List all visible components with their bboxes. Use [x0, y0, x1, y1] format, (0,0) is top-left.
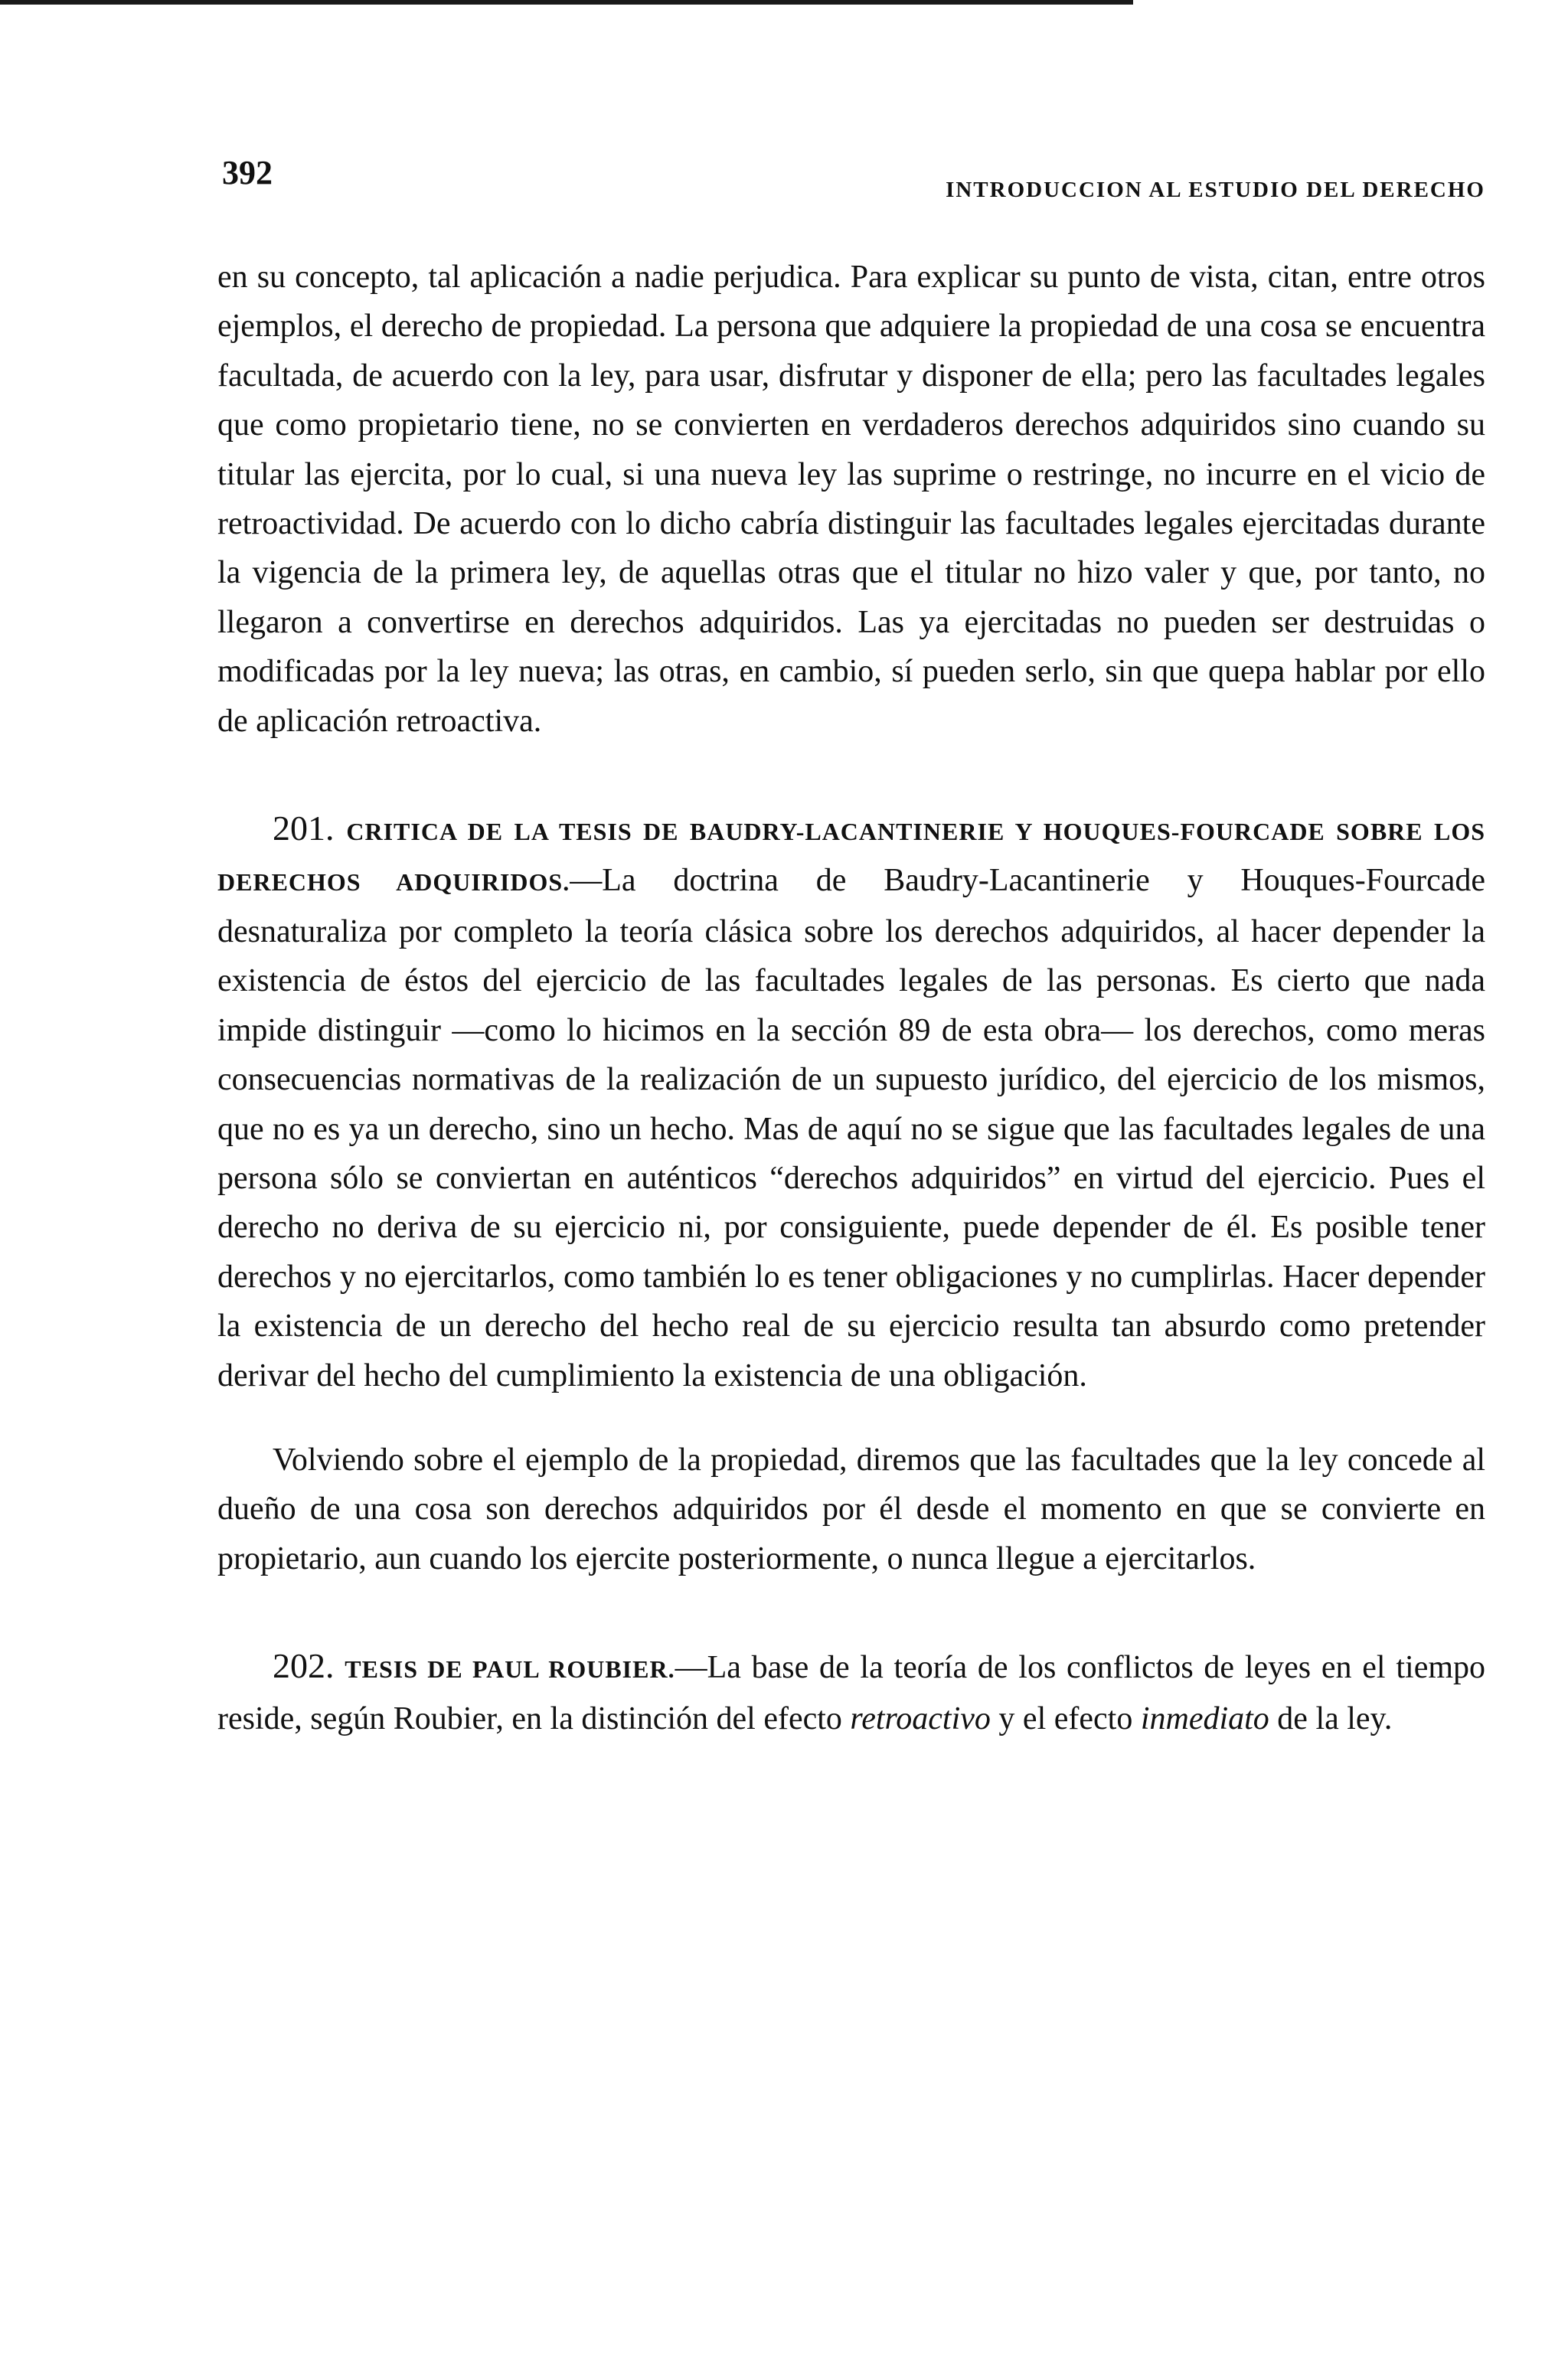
- section-201-text: —La doctrina de Baudry-Lacantinerie y Houques-Fourcade desnaturaliza por completo la teoría clásica sobre los derechos adquiridos, al hacer depender la existencia de éstos del ejercicio de las facultades legales de las personas. Es cierto que nada impide distinguir —como lo hicimos en la sección 89 de esta obra— los derechos, como meras consecuencias normativas de la realización de un supuesto jurídico, del ejercicio de los mismos, que no es ya un derecho, sino un hecho. Mas de aquí no se sigue que las facultades legales de una persona sólo se conviertan en auténticos “derechos adquiridos” en virtud del ejercicio. Pues el derecho no deriva de su ejercicio ni, por consiguiente, puede depender de él. Es posible tener derechos y no ejercitarlos, como también lo es tener obligaciones y no cumplirlas. Hacer depender la existencia de un derecho del hecho real de su ejercicio resulta tan absurdo como pretender derivar del hecho del cumplimiento la existencia de una obligación.: [217, 863, 1485, 1393]
- section-201-heading: CRITICA DE LA TESIS DE BAUDRY-LACANTINERIE Y HOUQUES-FOURCADE SOBRE LOS DERECHOS ADQUIRIDOS.: [217, 818, 1486, 897]
- section-202-number: 202.: [273, 1646, 335, 1686]
- section-202-text-1: —La base de la teoría de los conflictos de leyes en el tiempo reside, según Roubier, en la distinción del efecto: [217, 1650, 1486, 1736]
- paragraph-continuation: en su concepto, tal aplicación a nadie perjudica. Para explicar su punto de vista, citan, entre otros ejemplos, el derecho de propiedad. La persona que adquiere la propiedad de una cosa se encuentra facultada, de acuerdo con la ley, para usar, disfrutar y disponer de ella; pero las facultades legales que como propietario tiene, no se convierten en verdaderos derechos adquiridos sino cuando su titular las ejercita, por lo cual, si una nueva ley las suprime o restringe, no incurre en el vicio de retroactividad. De acuerdo con lo dicho cabría distinguir las facultades legales ejercitadas durante la vigencia de la primera ley, de aquellas otras que el titular no hizo valer y que, por tanto, no llegaron a convertirse en derechos adquiridos. Las ya ejercitadas no pueden ser destruidas o modificadas por la ley nueva; las otras, en cambio, sí pueden serlo, sin que quepa hablar por ello de aplicación retroactiva.: [217, 260, 1485, 739]
- section-202-heading: TESIS DE PAUL ROUBIER.: [345, 1655, 675, 1684]
- section-202-italic-inmediato: inmediato: [1140, 1700, 1269, 1736]
- running-head: [217, 153, 1485, 207]
- section-202-text-3: de la ley.: [1269, 1700, 1393, 1736]
- section-201-paragraph: [217, 804, 1485, 1400]
- section-202-text-2: y el efecto: [990, 1700, 1141, 1736]
- book-page: [217, 153, 1485, 1743]
- running-title: INTRODUCCION AL ESTUDIO DEL DERECHO: [946, 178, 1485, 202]
- page-number: 392: [222, 154, 273, 191]
- top-border-rule: [0, 0, 1133, 5]
- section-201-number: 201.: [273, 809, 335, 848]
- paragraph-property-example: Volviendo sobre el ejemplo de la propiedad, diremos que las facultades que la ley concede al dueño de una cosa son derechos adquiridos por él desde el momento en que se convierte en propietario, aun cuando los ejercite posteriormente, o nunca llegue a ejercitarlos.: [217, 1442, 1485, 1576]
- section-202-paragraph: [217, 1642, 1485, 1743]
- section-202-italic-retroactivo: retroactivo: [850, 1700, 991, 1736]
